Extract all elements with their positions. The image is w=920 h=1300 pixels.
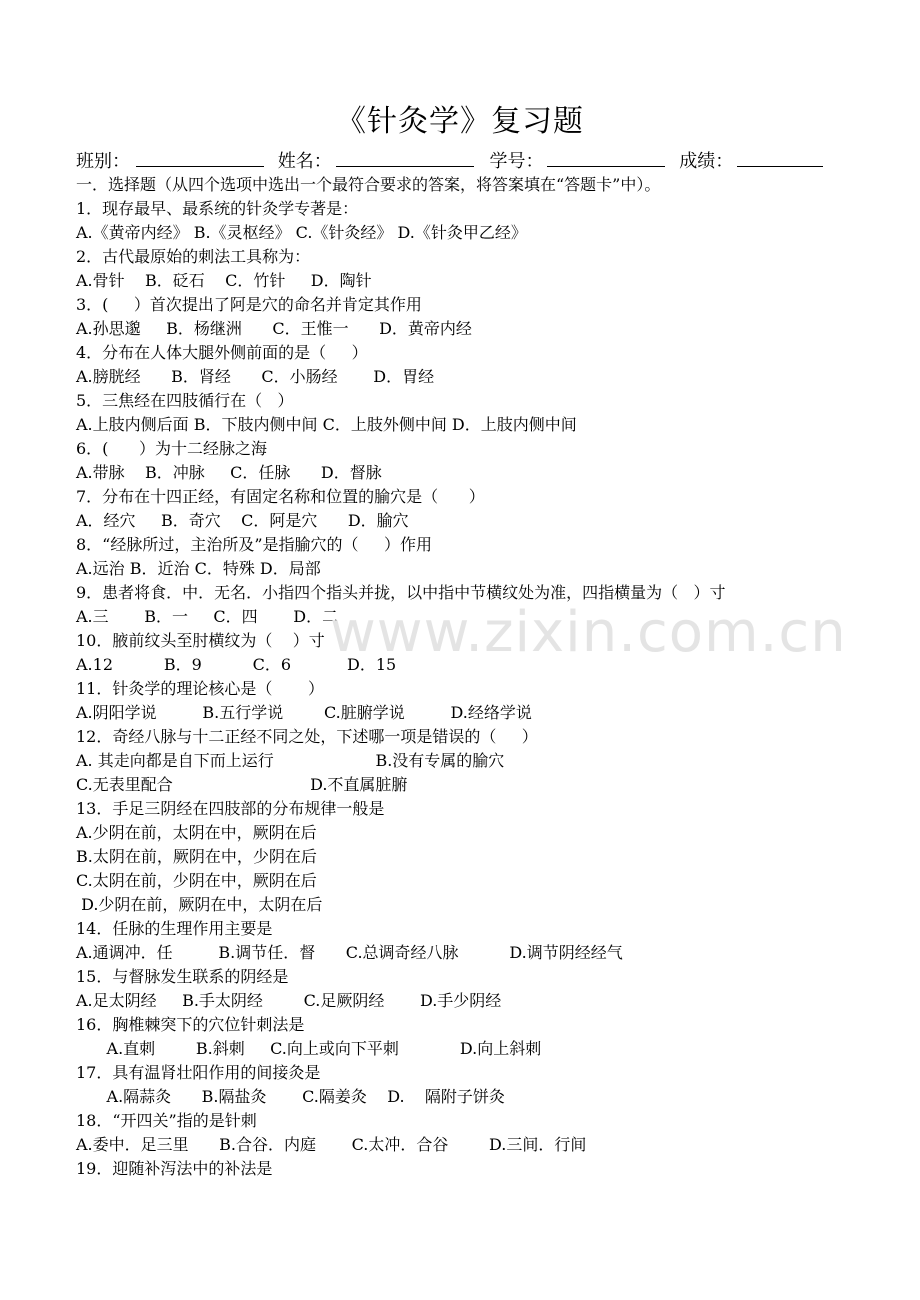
question-line: 17．具有温肾壮阳作用的间接灸是 [76,1063,321,1082]
question-line: 11．针灸学的理论核心是（ ） [76,679,324,698]
question-line: 2．古代最原始的刺法工具称为： [76,247,311,266]
options-line: D.少阴在前，厥阴在中，太阴在后 [76,895,323,914]
options-line: A.少阴在前，太阴在中，厥阴在后 [76,823,317,842]
question-line: 15．与督脉发生联系的阴经是 [76,967,289,986]
name-blank [336,147,474,167]
question-line: 1．现存最早、最系统的针灸学专著是： [76,199,359,218]
options-line: A.膀胱经 B．肾经 C．小肠经 D．胃经 [76,367,435,386]
question-line: 7．分布在十四正经，有固定名称和位置的腧穴是（ ） [76,487,485,506]
options-line: C.无表里配合 D.不直属脏腑 [76,775,408,794]
question-line: 13．手足三阴经在四肢部的分布规律一般是 [76,799,385,818]
class-label: 班别： [76,151,130,172]
score-blank [737,147,823,167]
options-line: A. 其走向都是自下而上运行 B.没有专属的腧穴 [76,751,505,770]
name-label: 姓名： [277,151,332,172]
options-line: A.上肢内侧后面 B．下肢内侧中间 C．上肢外侧中间 D．上肢内侧中间 [76,415,577,434]
options-line: A.隔蒜灸 B.隔盐灸 C.隔姜灸 D. 隔附子饼灸 [76,1087,505,1106]
options-line: A.足太阴经 B.手太阴经 C.足厥阴经 D.手少阴经 [76,991,502,1010]
question-line: 16．胸椎棘突下的穴位针刺法是 [76,1015,305,1034]
options-line: A.阴阳学说 B.五行学说 C.脏腑学说 D.经络学说 [76,703,532,722]
options-line: C.太阴在前，少阴在中，厥阴在后 [76,871,317,890]
question-line: 8．“经脉所过，主治所及”是指腧穴的（ ）作用 [76,535,432,554]
student-id-label: 学号： [489,151,544,172]
section-heading: 一．选择题（从四个选项中选出一个最符合要求的答案，将答案填在“答题卡”中）。 [76,175,661,194]
question-line: 12．奇经八脉与十二正经不同之处，下述哪一项是错误的（ ） [76,727,538,746]
options-line: A.骨针 B．砭石 C．竹针 D．陶针 [76,271,372,290]
question-line: 19．迎随补泻法中的补法是 [76,1159,273,1178]
question-line: 5．三焦经在四肢循行在（ ） [76,391,294,410]
watermark: www.zixin.com.cn [330,600,847,665]
question-line: 4．分布在人体大腿外侧前面的是（ ） [76,343,368,362]
question-line: 9．患者将食．中．无名．小指四个指头并拢，以中指中节横纹处为准，四指横量为（ ）寸 [76,583,726,602]
options-line: A.委中．足三里 B.合谷．内庭 C.太冲．合谷 D.三间．行间 [76,1135,587,1154]
question-line: 14．任脉的生理作用主要是 [76,919,273,938]
options-line: A.三 B．一 C．四 D．二 [76,607,339,626]
page-title: 《针灸学》复习题 [336,104,584,139]
student-id-blank [547,147,665,167]
question-line: 6．( ）为十二经脉之海 [76,439,267,458]
options-line: B.太阴在前，厥阴在中，少阴在后 [76,847,317,866]
options-line: A.孙思邈 B．杨继洲 C．王惟一 D．黄帝内经 [76,319,472,338]
options-line: A.通调冲．任 B.调节任．督 C.总调奇经八脉 D.调节阴经经气 [76,943,623,962]
options-line: A.直刺 B.斜刺 C.向上或向下平刺 D.向上斜刺 [76,1039,542,1058]
question-line: 10．腋前纹头至肘横纹为（ ）寸 [76,631,325,650]
score-label: 成绩： [679,151,734,172]
options-line: A.《黄帝内经》 B.《灵枢经》 C.《针灸经》 D.《针灸甲乙经》 [76,223,527,242]
options-line: A.远治 B．近治 C．特殊 D．局部 [76,559,321,578]
options-line: A．经穴 B．奇穴 C．阿是穴 D．腧穴 [76,511,409,530]
class-blank [136,147,264,167]
question-line: 3．( ）首次提出了阿是穴的命名并肯定其作用 [76,295,422,314]
question-list [76,173,856,1181]
options-line: A.带脉 B．冲脉 C．任脉 D．督脉 [76,463,382,482]
question-line: 18．“开四关”指的是针刺 [76,1111,257,1130]
student-info-row [76,147,836,173]
options-line: A.12 B．9 C．6 D．15 [76,655,397,674]
